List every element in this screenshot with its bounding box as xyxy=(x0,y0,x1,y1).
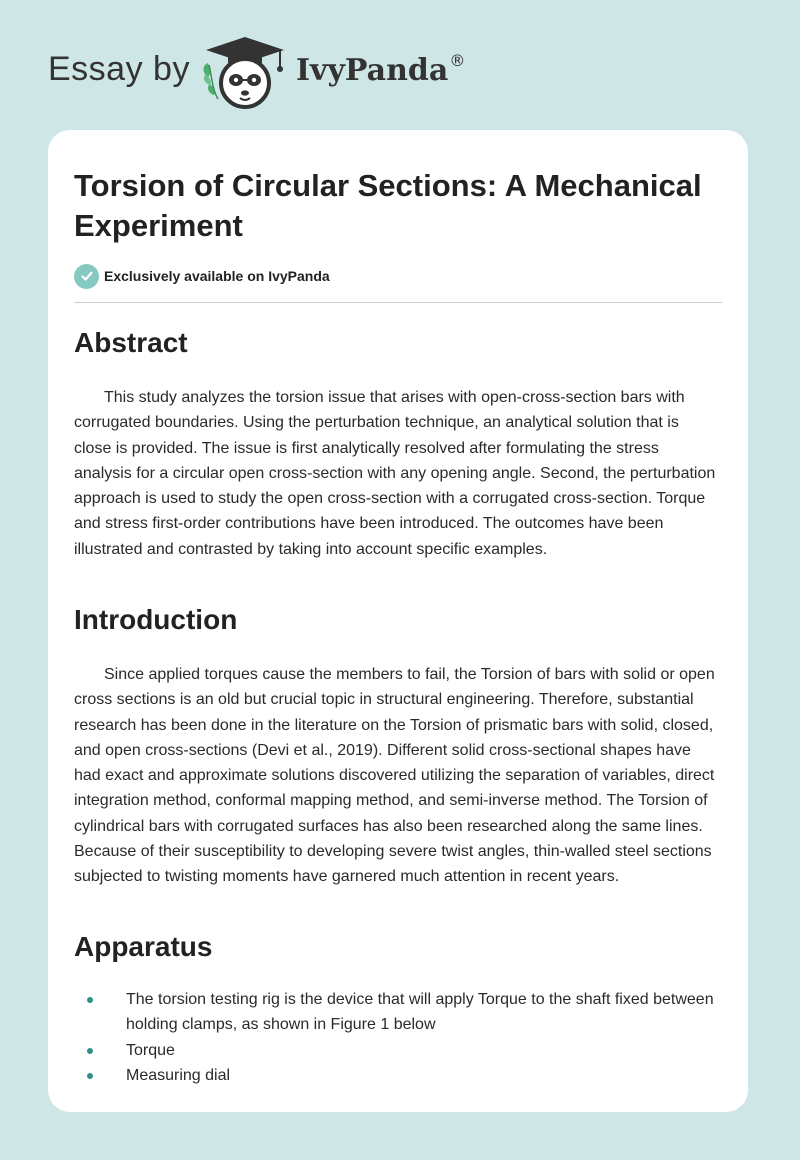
registered-mark: ® xyxy=(449,51,466,70)
section-heading-abstract: Abstract xyxy=(74,327,188,358)
exclusive-badge xyxy=(74,263,330,289)
section-heading-apparatus: Apparatus xyxy=(74,931,213,962)
site-header xyxy=(0,0,800,130)
panda-graduate-icon[interactable] xyxy=(200,33,290,113)
list-item xyxy=(74,987,714,1038)
check-circle-icon xyxy=(74,264,99,289)
apparatus-list xyxy=(74,987,714,1088)
list-item-text: The torsion testing rig is the device that will apply Torque to the shaft fixed between holding clamps, as shown in Figure 1 below xyxy=(126,991,714,1034)
page-title: Torsion of Circular Sections: A Mechanical Experiment xyxy=(74,168,702,243)
essay-card xyxy=(48,130,748,1112)
list-item-text: Torque xyxy=(126,1041,175,1059)
ivy-leaf-icon xyxy=(204,63,219,99)
bullet-dot-icon xyxy=(87,1073,93,1079)
list-item-text: Measuring dial xyxy=(126,1066,231,1084)
brand-prefix: Essay by xyxy=(48,50,190,88)
bullet-dot-icon xyxy=(87,1048,93,1054)
list-item xyxy=(74,1063,714,1088)
brand-name[interactable] xyxy=(296,53,465,88)
exclusive-label: Exclusively available on IvyPanda xyxy=(104,268,330,284)
bullet-dot-icon xyxy=(87,997,93,1003)
brand-name-text: IvyPanda xyxy=(296,53,449,88)
section-heading-introduction: Introduction xyxy=(74,604,238,635)
list-item xyxy=(74,1038,714,1063)
abstract-paragraph: This study analyzes the torsion issue that arises with open-cross-section bars with corrugated boundaries. Using the perturbation technique, an analytical solution that is close is provided. The issue is first analytically resolved after formulating the stress analysis for a circular open cross-section with any opening angle. Second, the perturbation approach is used to study the open cross-section with a corrugated cross-section. Torque and stress first-order contributions have been introduced. The outcomes have been illustrated and contrasted by taking into account specific examples. xyxy=(74,389,716,558)
introduction-paragraph: Since applied torques cause the members to fail, the Torsion of bars with solid or open cross sections is an old but crucial topic in structural engineering. Therefore, substantial research has been done in the literature on the Torsion of prismatic bars with solid, closed, and open cross-sections (Devi et al., 2019). Different solid cross-sectional shapes have had exact and approximate solutions discovered utilizing the separation of variables, direct integration method, conformal mapping method, and semi-inverse method. The Torsion of cylindrical bars with corrugated surfaces has also been researched along the same lines. Because of their susceptibility to developing severe twist angles, thin-walled steel sections subjected to twisting moments have garnered much attention in recent years. xyxy=(74,666,715,886)
divider xyxy=(74,302,722,303)
